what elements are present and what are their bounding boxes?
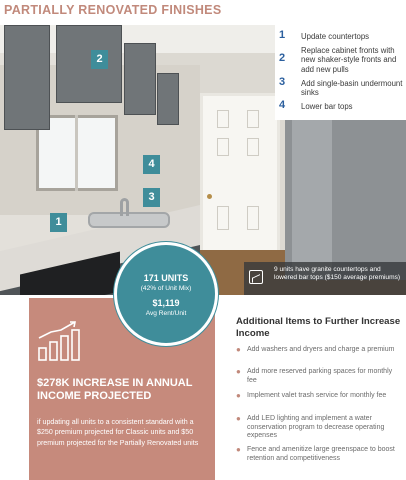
item-text: Add washers and dryers and charge a premium bbox=[247, 346, 395, 353]
item-text: Add LED lighting and implement a water conservation program to decrease operating expenses bbox=[247, 415, 385, 440]
avg-rent: $1,119 bbox=[152, 298, 180, 308]
avg-rent-label: Avg Rent/Unit bbox=[145, 310, 187, 317]
photo-marker-1: 1 bbox=[50, 213, 67, 232]
item-number: 2 bbox=[279, 52, 286, 64]
item-text: Add single-basin undermount sinks bbox=[301, 79, 403, 98]
income-headline: $278K INCREASE IN ANNUAL INCOME PROJECTED bbox=[37, 377, 193, 402]
bullet-icon: ● bbox=[236, 367, 241, 376]
income-detail: if updating all units to a consistent standard with a $250 premium projected for Classic units and $50 premium projected for the Partially Renovated units bbox=[37, 418, 199, 447]
units-stat-circle bbox=[114, 242, 218, 346]
growth-chart-icon bbox=[37, 320, 83, 362]
countertop-icon bbox=[249, 270, 263, 284]
item-text: Replace cabinet fronts with new shaker-style fronts and add new pulls bbox=[301, 46, 397, 74]
section-heading: PARTIALLY RENOVATED FINISHES bbox=[4, 3, 222, 17]
unit-mix: (42% of Unit Mix) bbox=[140, 285, 192, 292]
bullet-icon: ● bbox=[236, 391, 241, 400]
item-text: Lower bar tops bbox=[301, 102, 353, 111]
item-number: 1 bbox=[279, 29, 286, 41]
bullet-icon: ● bbox=[236, 414, 241, 423]
granite-note bbox=[244, 262, 406, 295]
bullet-icon: ● bbox=[236, 445, 241, 454]
item-text: Implement valet trash service for monthly fee bbox=[247, 392, 387, 399]
bullet-icon: ● bbox=[236, 345, 241, 354]
improvements-list bbox=[275, 25, 406, 120]
additional-items-title: Additional Items to Further Increase Income bbox=[236, 316, 401, 339]
photo-marker-4: 4 bbox=[143, 155, 160, 174]
item-text: Update countertops bbox=[301, 32, 370, 41]
granite-note-text: 9 units have granite countertops and lowered bar tops ($150 average premiums) bbox=[274, 266, 401, 282]
item-text: Add more reserved parking spaces for monthly fee bbox=[247, 368, 393, 384]
photo-marker-3: 3 bbox=[143, 188, 160, 207]
item-number: 3 bbox=[279, 76, 286, 88]
item-text: Fence and amenitize large greenspace to boost retention and competitiveness bbox=[247, 446, 395, 462]
photo-marker-2: 2 bbox=[91, 50, 108, 69]
item-number: 4 bbox=[279, 99, 286, 111]
units-count: 171 UNITS bbox=[143, 273, 189, 283]
